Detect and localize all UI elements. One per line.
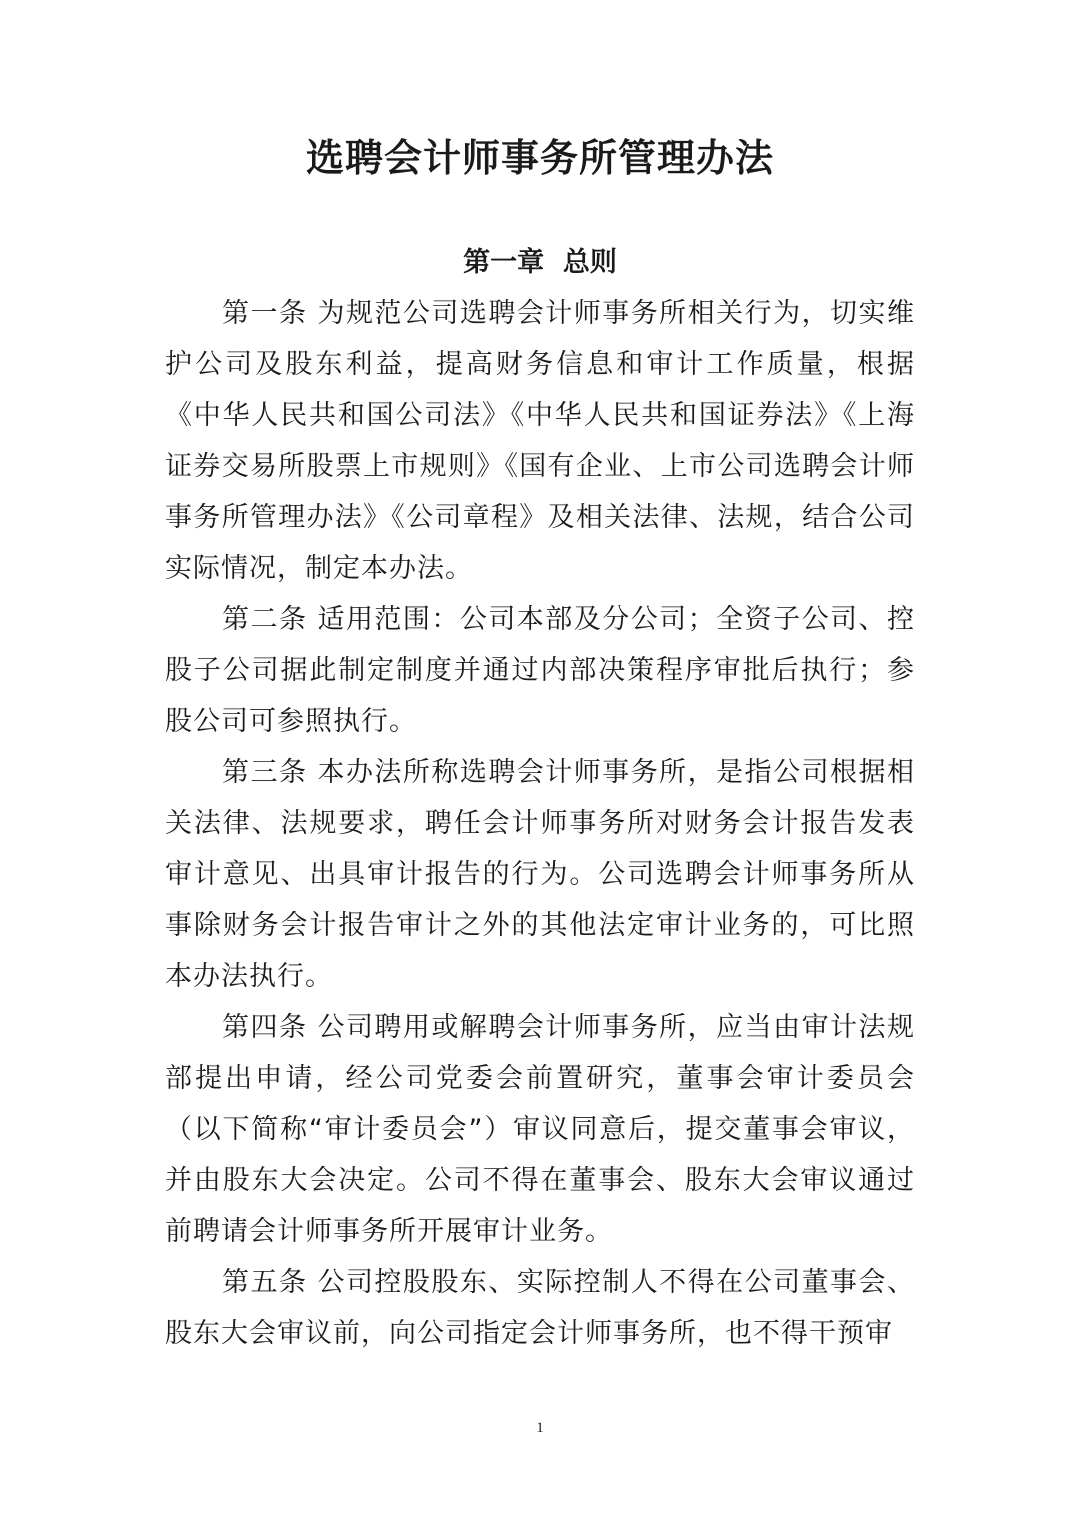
- article-label: 第三条: [222, 757, 318, 788]
- chapter-heading: 第一章 总则: [463, 247, 617, 278]
- article-text: 本办法所称选聘会计师事务所，是指公司根据相关法律、法规要求，聘任会计师事务所对财务会计报告发表审计意见、出具审计报告的行为。公司选聘会计师事务所从事除财务会计报告审计之外的其他法定审计业务的，可比照本办法执行。: [165, 757, 915, 992]
- document-body: [165, 288, 915, 1359]
- article-1: [165, 288, 915, 594]
- article-text: 公司聘用或解聘会计师事务所，应当由审计法规部提出申请，经公司党委会前置研究，董事会审计委员会（以下简称“审计委员会”）审议同意后，提交董事会审议，并由股东大会决定。公司不得在董事会、股东大会审议通过前聘请会计师事务所开展审计业务。: [165, 1012, 915, 1247]
- article-text: 适用范围：公司本部及分公司；全资子公司、控股子公司据此制定制度并通过内部决策程序审批后执行；参股公司可参照执行。: [165, 604, 915, 737]
- article-2: [165, 594, 915, 747]
- article-label: 第五条: [222, 1267, 318, 1298]
- article-label: 第二条: [222, 604, 318, 635]
- article-label: 第四条: [222, 1012, 318, 1043]
- document-title: 选聘会计师事务所管理办法: [305, 136, 774, 180]
- page-number: 1: [536, 1420, 544, 1436]
- article-5: [165, 1257, 915, 1359]
- article-3: [165, 747, 915, 1002]
- article-text: 公司控股股东、实际控制人不得在公司董事会、股东大会审议前，向公司指定会计师事务所，也不得干预审: [165, 1267, 915, 1349]
- article-text: 为规范公司选聘会计师事务所相关行为，切实维护公司及股东利益，提高财务信息和审计工作质量，根据《中华人民共和国公司法》《中华人民共和国证券法》《上海证券交易所股票上市规则》《国有企业、上市公司选聘会计师事务所管理办法》《公司章程》及相关法律、法规，结合公司实际情况，制定本办法。: [165, 298, 915, 584]
- article-4: [165, 1002, 915, 1257]
- article-label: 第一条: [222, 298, 318, 329]
